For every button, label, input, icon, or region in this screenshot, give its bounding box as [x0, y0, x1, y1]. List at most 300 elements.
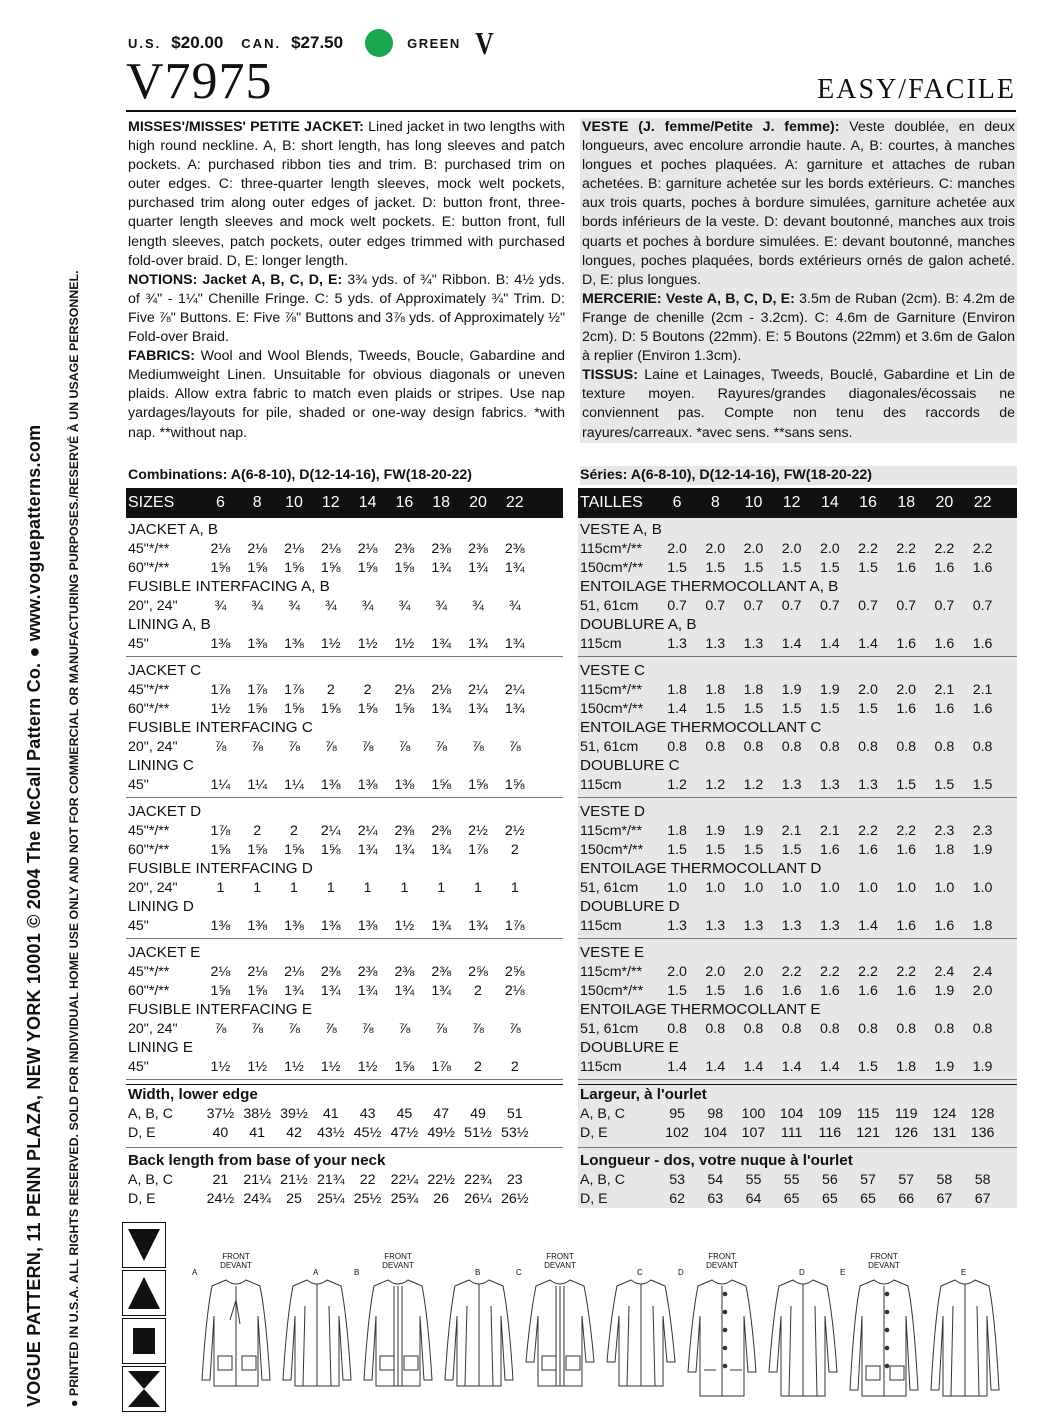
can-label: CAN. — [241, 35, 282, 51]
row-value: 1¾ — [284, 982, 304, 999]
row-value: 1.9 — [781, 681, 802, 698]
row-value: 56 — [821, 1171, 838, 1188]
row-label: A, B, C — [580, 1171, 625, 1188]
row-label: 45" — [128, 776, 149, 793]
row-label: 60"*/** — [128, 700, 170, 717]
row-value: 2.4 — [972, 963, 993, 980]
desc-title: VESTE (J. femme/Petite J. femme): — [582, 119, 840, 135]
row-value: 2 — [363, 681, 372, 698]
row-value: 98 — [707, 1105, 724, 1122]
size-heading: 22 — [505, 494, 524, 511]
row-value: 1½ — [320, 1058, 341, 1075]
row-value: 1.3 — [667, 917, 687, 934]
row-value: ¾ — [214, 597, 227, 614]
row-value: 21¼ — [243, 1171, 271, 1188]
table-row — [126, 916, 563, 935]
row-value: 1.0 — [819, 879, 840, 896]
row-value: 1⅝ — [320, 700, 341, 717]
row-value: 111 — [780, 1124, 803, 1141]
row-value: ⅞ — [398, 1020, 411, 1037]
view-letter: C — [637, 1268, 643, 1277]
row-value: 1⅝ — [284, 841, 304, 858]
row-label: A, B, C — [128, 1105, 173, 1122]
table-row — [578, 539, 1017, 558]
row-value: 1½ — [320, 635, 341, 652]
row-value: 1⅜ — [284, 917, 304, 934]
row-value: 2.0 — [781, 540, 802, 557]
row-label: 115cm*/** — [580, 681, 643, 698]
back-length-title: Back length from base of your neck — [128, 1152, 386, 1169]
row-value: 1 — [510, 879, 519, 896]
row-value: 2.1 — [972, 681, 993, 698]
row-value: 1.3 — [781, 917, 802, 934]
row-value: 1.5 — [896, 776, 917, 793]
row-value: 2.0 — [667, 963, 687, 980]
row-value: 2⅜ — [320, 963, 341, 980]
back-length-section — [126, 1147, 563, 1208]
row-value: 2 — [510, 841, 519, 858]
row-value: 0.8 — [934, 1020, 955, 1037]
row-value: 2.0 — [896, 681, 917, 698]
row-label: 150cm*/** — [580, 841, 644, 858]
publisher-line: VOGUE PATTERN, 11 PENN PLAZA, NEW YORK 10001 © 2004 The McCall Pattern Co. ● www.voguepatterns.com — [24, 424, 44, 1407]
row-value: 1.5 — [743, 559, 764, 576]
row-label: 51, 61cm — [580, 1020, 639, 1037]
row-label: 51, 61cm — [580, 738, 639, 755]
row-value: 2 — [290, 822, 298, 839]
row-value: 128 — [970, 1105, 995, 1122]
row-value: 119 — [894, 1105, 918, 1122]
row-value: 1.3 — [781, 776, 802, 793]
row-value: 1 — [437, 879, 446, 896]
row-value: 1⅜ — [394, 776, 415, 793]
row-label: 115cm — [580, 917, 622, 934]
row-value: 1⅝ — [210, 841, 231, 858]
row-value: 2.0 — [972, 982, 993, 999]
row-value: 67 — [974, 1190, 991, 1207]
view-a-front — [192, 1252, 276, 1392]
row-value: 1.4 — [667, 700, 687, 717]
row-value: ⅞ — [435, 1020, 448, 1037]
row-value: 1.9 — [934, 1058, 955, 1075]
row-label: 51, 61cm — [580, 879, 639, 896]
row-label: 20", 24" — [128, 1020, 178, 1037]
row-value: 2.0 — [667, 540, 687, 557]
row-value: 1½ — [247, 1058, 268, 1075]
row-value: 55 — [745, 1171, 762, 1188]
table-row — [578, 737, 1017, 756]
group-title: VESTE A, B — [580, 521, 662, 538]
row-label: 60"*/** — [128, 559, 170, 576]
view-a-back — [277, 1252, 360, 1392]
row-value: 2⅛ — [210, 540, 231, 557]
view-e-back — [925, 1252, 1005, 1402]
notions-title: NOTIONS: Jacket A, B, C, D, E: — [128, 271, 343, 288]
table-row — [578, 821, 1017, 840]
row-value: 2.2 — [896, 540, 917, 557]
size-heading: 18 — [432, 494, 451, 511]
row-label: 150cm*/** — [580, 559, 644, 576]
square-symbol — [122, 1318, 166, 1364]
row-value: 1.6 — [934, 700, 955, 717]
row-label: 45" — [128, 917, 149, 934]
row-label: 20", 24" — [128, 597, 178, 614]
row-value: 1.8 — [972, 917, 993, 934]
row-value: 1.9 — [819, 681, 840, 698]
table-row — [578, 1170, 1017, 1189]
row-value: 1¼ — [284, 776, 304, 793]
row-value: 115 — [856, 1105, 880, 1122]
row-value: 1.6 — [934, 559, 955, 576]
row-value: 2.3 — [934, 822, 955, 839]
row-value: 54 — [707, 1171, 724, 1188]
row-value: 1⅝ — [357, 700, 378, 717]
row-value: 1.3 — [705, 635, 726, 652]
row-value: 1.9 — [934, 982, 955, 999]
row-value: 1.4 — [781, 1058, 802, 1075]
row-value: 55 — [783, 1171, 800, 1188]
size-heading: 20 — [469, 494, 487, 511]
row-value: 2 — [326, 681, 335, 698]
row-value: 102 — [665, 1124, 689, 1141]
row-value: 1.8 — [934, 841, 955, 858]
back-length-section — [578, 1147, 1017, 1208]
table-row — [126, 737, 563, 756]
color-dot — [365, 29, 393, 57]
view-e-front — [840, 1252, 924, 1402]
row-value: 0.8 — [667, 738, 687, 755]
row-value: 1.5 — [743, 700, 764, 717]
triangle-up-icon — [124, 1271, 164, 1315]
jacket-drawing — [362, 1276, 434, 1392]
row-value: 1¾ — [468, 635, 488, 652]
size-heading: 10 — [285, 494, 303, 511]
hourglass-symbol — [122, 1366, 166, 1412]
row-value: 63 — [707, 1190, 724, 1207]
row-value: 1⅝ — [320, 841, 341, 858]
row-label: 45" — [128, 1058, 149, 1075]
row-label: 115cm*/** — [580, 963, 643, 980]
row-value: 2.2 — [781, 963, 802, 980]
row-value: 1.6 — [896, 982, 917, 999]
row-value: 0.8 — [858, 1020, 878, 1037]
row-label: 150cm*/** — [580, 700, 644, 717]
row-value: 0.8 — [896, 1020, 917, 1037]
row-value: 1.6 — [743, 982, 764, 999]
row-value: 1⅜ — [320, 917, 341, 934]
row-label: 60"*/** — [128, 841, 170, 858]
row-label: D, E — [128, 1190, 156, 1207]
row-value: 121 — [856, 1124, 880, 1141]
row-value: 1.6 — [819, 982, 840, 999]
row-value: 0.8 — [781, 1020, 802, 1037]
row-value: 2.1 — [781, 822, 802, 839]
row-value: 1½ — [210, 1058, 231, 1075]
row-value: 1.4 — [705, 1058, 726, 1075]
row-label: 115cm — [580, 1058, 622, 1075]
row-value: 1.3 — [705, 917, 726, 934]
table-row — [126, 1057, 563, 1076]
table-row — [126, 1189, 563, 1208]
row-label: 45"*/** — [128, 540, 170, 557]
row-value: 1.9 — [972, 841, 993, 858]
fabrics-body: Laine et Lainages, Tweeds, Bouclé, Gabardine et Lin de texture moyen. Rayures/grandes diagonales/écossais ne conviennent pas. Compte non tenu des raccords de rayures/carreaux. *avec sens. **sans sens. — [582, 367, 1015, 441]
row-value: ⅞ — [288, 738, 300, 755]
us-label: U.S. — [128, 35, 162, 51]
row-value: 22¾ — [464, 1171, 492, 1188]
table-row — [578, 878, 1017, 897]
row-value: 1⅜ — [284, 635, 304, 652]
row-value: 0.8 — [819, 1020, 840, 1037]
row-value: 1½ — [284, 1058, 304, 1075]
row-value: 1.3 — [858, 776, 878, 793]
row-value: 62 — [669, 1190, 685, 1207]
side-credits — [20, 112, 110, 1410]
row-value: 25½ — [353, 1190, 382, 1207]
jacket-drawing — [524, 1276, 596, 1392]
row-value: 1.8 — [705, 681, 726, 698]
width-title: Largeur, à l'ourlet — [580, 1086, 707, 1103]
group-title: JACKET E — [128, 944, 201, 961]
table-row — [126, 1123, 563, 1142]
row-value: 24½ — [206, 1190, 235, 1207]
notions-body: 3¾ yds. of ¾" Ribbon. B: 4½ yds. of ¾" - 1¼" Chenille Fringe. C: 5 yds. of Approximately ¾" Trim. D: Five ⅞" Buttons. E: Five ⅞" Buttons and 3⅞ yds. of Approximately ½" Fold-over Braid. — [128, 271, 565, 346]
row-value: 0.8 — [972, 1020, 993, 1037]
row-value: 2.0 — [705, 540, 726, 557]
row-value: 1⅝ — [210, 559, 231, 576]
row-value: 45 — [396, 1105, 413, 1122]
size-heading: 20 — [935, 494, 954, 511]
row-label: 115cm — [580, 776, 622, 793]
row-value: 2.0 — [743, 963, 764, 980]
row-value: 1.8 — [667, 681, 687, 698]
row-value: 37½ — [206, 1105, 235, 1122]
row-value: 1½ — [210, 700, 231, 717]
row-value: 1¾ — [504, 635, 525, 652]
triangle-down-icon — [124, 1223, 164, 1267]
triangle-down-symbol — [122, 1222, 166, 1268]
group-title: FUSIBLE INTERFACING D — [128, 860, 313, 877]
header-rule — [126, 110, 1016, 112]
group-title: DOUBLURE C — [580, 757, 680, 774]
row-value: 1⅞ — [284, 681, 304, 698]
row-value: 1.4 — [858, 635, 878, 652]
us-price: $20.00 — [171, 33, 224, 52]
row-value: 1.4 — [819, 1058, 840, 1075]
row-value: 2⅝ — [504, 963, 525, 980]
row-value: 1.9 — [705, 822, 726, 839]
view-d-front — [678, 1252, 762, 1402]
row-value: 65 — [821, 1190, 838, 1207]
row-value: 47½ — [390, 1124, 419, 1141]
row-value: 100 — [741, 1105, 766, 1122]
row-label: 60"*/** — [128, 982, 170, 999]
row-value: 1.5 — [934, 776, 955, 793]
view-group — [126, 520, 563, 657]
fabrics-title: TISSUS: — [582, 367, 638, 384]
yardage-table-english — [126, 488, 563, 1208]
view-caption: FRONT DEVANT — [382, 1252, 414, 1270]
row-value: ⅞ — [288, 1020, 300, 1037]
row-value: 1⅝ — [284, 700, 304, 717]
row-value: 0.8 — [667, 1020, 687, 1037]
row-value: 53 — [669, 1171, 685, 1188]
table-row — [126, 981, 563, 1000]
row-value: 1½ — [394, 917, 415, 934]
row-value: 2¼ — [357, 822, 378, 839]
view-d-back — [763, 1252, 846, 1402]
row-value: 2.2 — [972, 540, 993, 557]
group-title: LINING D — [128, 898, 194, 915]
view-letter: A — [192, 1268, 198, 1277]
row-value: 1.6 — [972, 635, 993, 652]
row-value: 22¼ — [390, 1171, 419, 1188]
row-value: 2⅛ — [504, 982, 525, 999]
sizes-header — [578, 488, 1017, 518]
row-value: 0.8 — [781, 738, 802, 755]
row-value: 1⅞ — [247, 681, 268, 698]
yardage-table-french — [578, 488, 1017, 1208]
row-value: 1.0 — [667, 879, 687, 896]
row-value: 1.4 — [667, 1058, 687, 1075]
view-group — [578, 520, 1017, 657]
table-row — [126, 962, 563, 981]
row-value: 1.6 — [781, 982, 802, 999]
row-value: 1.5 — [705, 559, 726, 576]
notions-title: MERCERIE: Veste A, B, C, D, E: — [582, 290, 795, 307]
row-value: 1.4 — [743, 1058, 764, 1075]
row-value: 136 — [970, 1124, 995, 1141]
size-heading: 8 — [252, 494, 262, 511]
row-value: 1⅜ — [357, 776, 378, 793]
row-value: 1.4 — [819, 635, 840, 652]
size-heading: 18 — [897, 494, 916, 511]
table-row — [578, 1123, 1017, 1142]
row-value: 1.0 — [896, 879, 917, 896]
table-row — [126, 840, 563, 859]
row-label: 45"*/** — [128, 822, 170, 839]
row-value: ¾ — [508, 597, 521, 614]
table-row — [578, 596, 1017, 615]
row-value: 1⅝ — [247, 841, 268, 858]
row-value: 1.4 — [781, 635, 802, 652]
row-value: 1.6 — [896, 559, 917, 576]
row-value: 2 — [510, 1058, 519, 1075]
row-value: 1¾ — [320, 982, 341, 999]
table-row — [126, 1104, 563, 1123]
row-value: 2¼ — [320, 822, 341, 839]
row-value: 1.0 — [743, 879, 764, 896]
row-value: 1⅞ — [504, 917, 525, 934]
row-value: ⅞ — [214, 1020, 227, 1037]
row-value: 2.1 — [934, 681, 955, 698]
row-value: 65 — [783, 1190, 800, 1207]
row-value: ⅞ — [508, 1020, 521, 1037]
row-value: 1⅜ — [320, 776, 341, 793]
combinations-fr: Séries: A(6-8-10), D(12-14-16), FW(18-20-22) — [580, 466, 1017, 485]
row-value: 1.6 — [934, 917, 955, 934]
row-value: 1⅝ — [320, 559, 341, 576]
table-row — [126, 1170, 563, 1189]
jacket-drawing — [443, 1276, 515, 1392]
row-value: 24¾ — [243, 1190, 271, 1207]
view-group — [126, 943, 563, 1080]
row-value: 1¾ — [394, 841, 415, 858]
row-value: 51½ — [464, 1124, 492, 1141]
row-value: 1⅞ — [210, 681, 231, 698]
size-heading: 12 — [782, 494, 801, 511]
row-value: 1.8 — [896, 1058, 917, 1075]
view-letter: C — [516, 1268, 522, 1277]
row-value: 0.8 — [705, 738, 726, 755]
row-value: 21½ — [280, 1171, 308, 1188]
row-value: ⅞ — [361, 1020, 374, 1037]
table-row — [578, 1019, 1017, 1038]
group-title: LINING A, B — [128, 616, 211, 633]
row-value: 67 — [936, 1190, 953, 1207]
row-value: 0.7 — [743, 597, 764, 614]
row-value: 1½ — [394, 635, 415, 652]
row-value: 2.0 — [743, 540, 764, 557]
row-value: 1⅜ — [210, 635, 231, 652]
row-value: 0.7 — [896, 597, 917, 614]
row-value: 25¾ — [390, 1190, 419, 1207]
row-value: 1½ — [357, 1058, 378, 1075]
row-value: 107 — [741, 1124, 766, 1141]
table-row — [126, 775, 563, 794]
row-value: 104 — [779, 1105, 804, 1122]
rights-line: ● PRINTED IN U.S.A. ALL RIGHTS RESERVED. SOLD FOR INDIVIDUAL HOME USE ONLY AND NOT FOR COMMERCIAL OR MANUFACTURING PURPOSES./RESERVÉ À UN USAGE PERSONNEL. — [67, 270, 81, 1407]
row-value: 0.8 — [743, 1020, 764, 1037]
row-value: 1.5 — [781, 559, 802, 576]
group-title: FUSIBLE INTERFACING C — [128, 719, 313, 736]
row-label: A, B, C — [580, 1105, 625, 1122]
row-label: 115cm — [580, 635, 622, 652]
row-value: ⅞ — [435, 738, 448, 755]
row-value: 43½ — [316, 1124, 345, 1141]
row-value: 1.0 — [934, 879, 955, 896]
row-value: 1⅝ — [247, 559, 268, 576]
table-row — [578, 962, 1017, 981]
size-heading: 6 — [672, 494, 682, 511]
jacket-drawing — [686, 1276, 758, 1402]
row-value: 2⅜ — [394, 822, 415, 839]
color-label: GREEN — [407, 35, 461, 51]
row-value: ⅞ — [324, 738, 337, 755]
size-heading: 16 — [859, 494, 877, 511]
table-row — [126, 699, 563, 718]
row-value: 1.5 — [743, 841, 764, 858]
group-title: DOUBLURE A, B — [580, 616, 697, 633]
table-row — [578, 981, 1017, 1000]
row-value: 0.7 — [819, 597, 840, 614]
row-value: 0.8 — [972, 738, 993, 755]
row-value: 2.2 — [858, 963, 878, 980]
group-title: LINING E — [128, 1039, 193, 1056]
row-value: 1½ — [357, 635, 378, 652]
row-value: 1.6 — [896, 635, 917, 652]
jacket-drawing — [605, 1276, 677, 1392]
fabrics-body: Wool and Wool Blends, Tweeds, Boucle, Gabardine and Mediumweight Linen. Unsuitable for obvious diagonals or uneven plaids. Allow extra fabric to match even plaids or stripes. Use nap yardages/layouts for pile, shaded or one-way design fabrics. *with nap. **without nap. — [128, 348, 565, 441]
group-title: FUSIBLE INTERFACING A, B — [128, 578, 330, 595]
row-value: 2⅜ — [357, 963, 378, 980]
table-row — [126, 821, 563, 840]
row-value: 1¾ — [394, 982, 415, 999]
row-value: 1⅝ — [394, 700, 415, 717]
row-value: 1.2 — [705, 776, 726, 793]
row-value: ⅞ — [472, 1020, 484, 1037]
row-value: ⅞ — [398, 738, 411, 755]
